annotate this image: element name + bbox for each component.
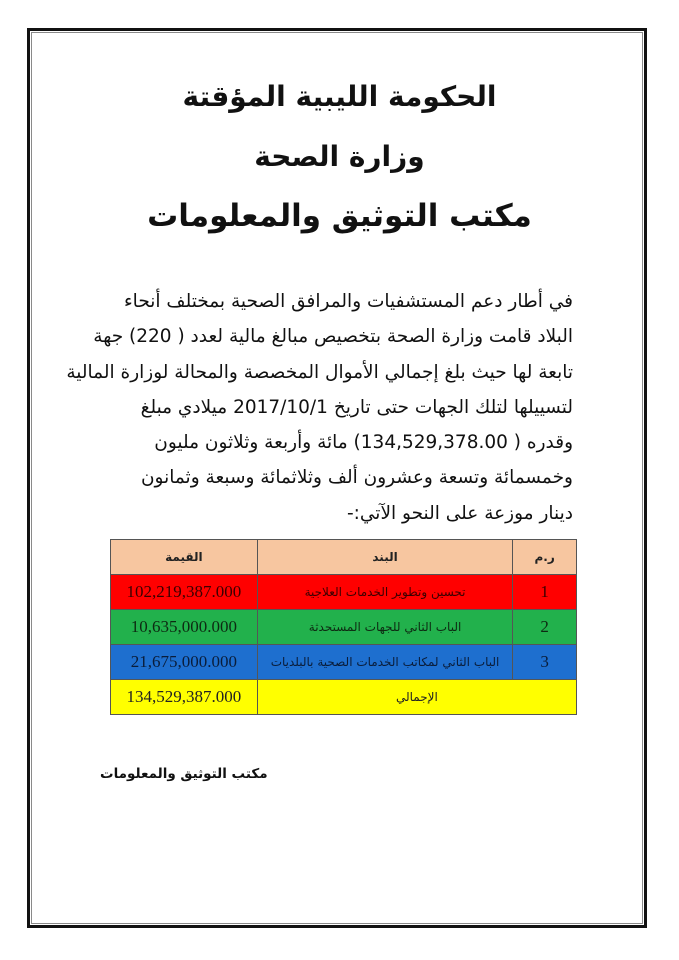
- ministry-title: وزارة الصحة: [254, 140, 425, 173]
- table-row: [111, 610, 577, 645]
- row-value: 10,635,000.000: [111, 610, 258, 645]
- row-value: 21,675,000.000: [111, 645, 258, 680]
- row-item: الباب الثاني للجهات المستحدثة: [257, 610, 513, 645]
- row-item: تحسين وتطوير الخدمات العلاجية: [257, 575, 513, 610]
- header-item: البند: [257, 540, 513, 575]
- body-paragraph: [66, 284, 573, 531]
- total-value: 134,529,387.000: [111, 680, 258, 715]
- paragraph-line: البلاد قامت وزارة الصحة بتخصيص مبالغ مالية لعدد ( 220) جهة: [93, 326, 573, 348]
- table-row: [111, 575, 577, 610]
- row-value: 102,219,387.000: [111, 575, 258, 610]
- table-header-row: [111, 540, 577, 575]
- total-label: الإجمالي: [257, 680, 576, 715]
- allocation-table: [110, 539, 577, 715]
- row-number: 3: [513, 645, 577, 680]
- paragraph-line: وخمسمائة وتسعة وعشرون ألف وثلاثمائة وسبعة وثمانون: [140, 467, 573, 489]
- row-item: الباب الثاني لمكاتب الخدمات الصحية بالبلديات: [257, 645, 513, 680]
- office-title: مكتب التوثيق والمعلومات: [147, 198, 532, 234]
- footer-signature: مكتب التوثيق والمعلومات: [100, 766, 268, 782]
- row-number: 2: [513, 610, 577, 645]
- header-value: القيمة: [111, 540, 258, 575]
- table-row: [111, 645, 577, 680]
- header-number: ر.م: [513, 540, 577, 575]
- paragraph-line: في أطار دعم المستشفيات والمرافق الصحية بمختلف أنحاء: [123, 291, 573, 312]
- paragraph-line: دينار موزعة على النحو الآتي:-: [346, 502, 573, 524]
- paragraph-line: وقدره ( 134,529,378.00) مائة وأربعة وثلاثون مليون: [154, 432, 573, 454]
- government-title: الحكومة الليبية المؤقتة: [182, 80, 497, 113]
- paragraph-line: تابعة لها حيث بلغ إجمالي الأموال المخصصة والمحالة لوزارة المالية: [66, 361, 573, 383]
- row-number: 1: [513, 575, 577, 610]
- table-total-row: [111, 680, 577, 715]
- paragraph-line: لتسييلها لتلك الجهات حتى تاريخ 2017/10/1 ميلادي مبلغ: [140, 396, 573, 418]
